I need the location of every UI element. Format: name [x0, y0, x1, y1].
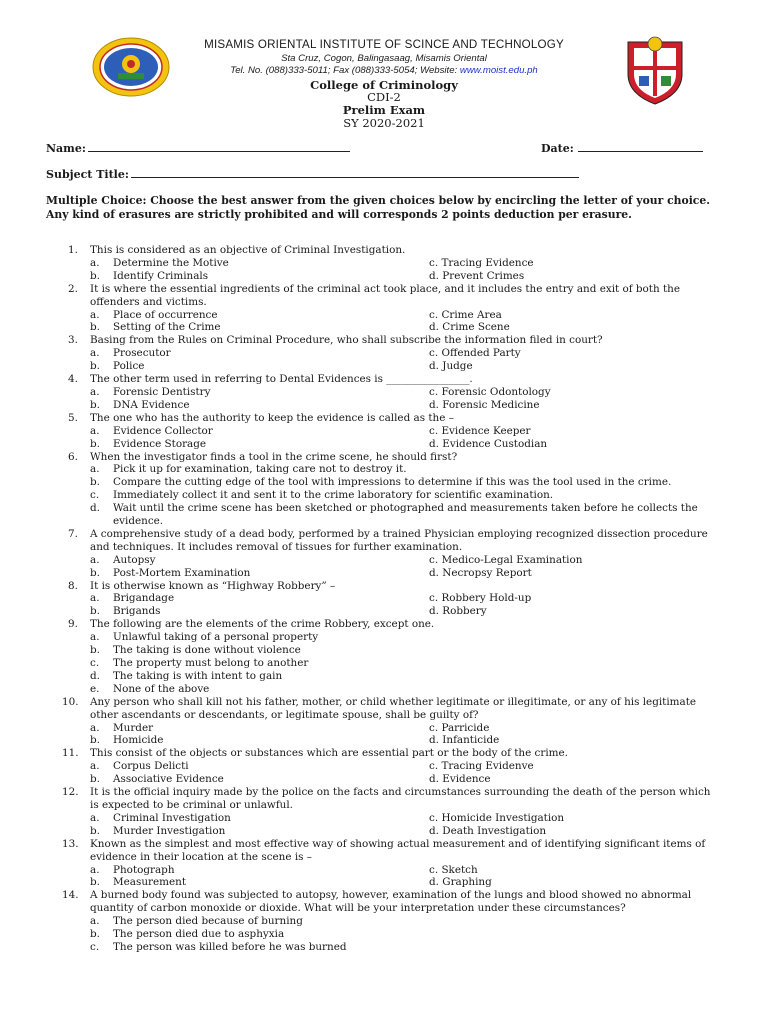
question-number: 13.	[62, 837, 79, 850]
answer-choice[interactable]	[90, 386, 429, 399]
choice-text: The taking is with intent to gain	[113, 669, 283, 682]
choice-letter: d.	[429, 437, 439, 450]
answer-choice[interactable]	[429, 864, 478, 877]
question-number: 10.	[62, 695, 79, 708]
choice-text: Death Investigation	[442, 824, 547, 837]
answer-choice[interactable]	[429, 592, 531, 605]
question-number: 3.	[68, 334, 78, 347]
date-blank[interactable]	[578, 151, 703, 152]
name-label: Name:	[46, 142, 86, 155]
choice-letter: d.	[90, 669, 100, 682]
answer-choice[interactable]	[90, 463, 722, 476]
answer-choice[interactable]	[429, 347, 521, 360]
choice-text: Medico-Legal Examination	[441, 553, 583, 566]
choice-text: Sketch	[441, 863, 478, 876]
answer-choice[interactable]	[90, 734, 429, 747]
question-number: 8.	[68, 579, 78, 592]
answer-choices	[90, 347, 722, 373]
answer-choice[interactable]	[90, 605, 429, 618]
question-item	[46, 528, 722, 580]
answer-choice[interactable]	[429, 270, 524, 283]
choice-letter: a.	[90, 463, 100, 476]
question-text: Known as the simplest and most effective way of showing actual measurement and of identifying significant items of evidence in their location at the scene is –	[90, 837, 706, 863]
choice-letter: d.	[429, 876, 439, 889]
choice-row	[90, 734, 722, 747]
choice-letter: c.	[429, 760, 439, 773]
answer-choices	[90, 722, 722, 748]
choice-row	[90, 321, 722, 334]
choice-text: Brigands	[113, 605, 161, 618]
question-text: A burned body found was subjected to autopsy, however, examination of the lungs and blood showed no abnormal quantity of carbon monoxide or dioxide. What will be your interpretation under these circumstances?	[90, 889, 692, 915]
choice-text: Corpus Delicti	[113, 760, 189, 773]
answer-choice[interactable]	[90, 592, 429, 605]
choice-text: Forensic Odontology	[441, 385, 551, 398]
choice-letter: b.	[90, 928, 100, 941]
choice-letter: b.	[90, 321, 100, 334]
subject-title-label: Subject Title:	[46, 168, 129, 181]
choice-row	[90, 360, 722, 373]
choice-letter: d.	[429, 734, 439, 747]
question-text: The one who has the authority to keep the evidence is called as the –	[90, 411, 454, 424]
answer-choices	[90, 631, 722, 696]
choice-letter: a.	[90, 553, 100, 566]
choice-text: The property must belong to another	[113, 657, 309, 669]
choice-letter: a.	[90, 863, 100, 876]
choice-text: Robbery Hold-up	[441, 592, 532, 605]
question-item	[46, 580, 722, 619]
choice-text: Wait until the crime scene has been sketched or photographed and measurements taken before he collects the evidence.	[113, 502, 698, 528]
choice-text: Prevent Crimes	[442, 269, 525, 282]
choice-text: Associative Evidence	[113, 773, 224, 786]
answer-choice[interactable]	[90, 567, 429, 580]
choice-letter: b.	[90, 773, 100, 786]
choice-row	[90, 864, 722, 877]
choice-letter: c.	[429, 347, 439, 360]
choice-letter: b.	[90, 269, 100, 282]
choice-text: Criminal Investigation	[113, 811, 231, 824]
choice-text: The person was killed before he was burned	[113, 940, 347, 953]
choice-letter: c.	[90, 657, 100, 669]
answer-choice[interactable]	[429, 773, 491, 786]
choice-text: Pick it up for examination, taking care not to destroy it.	[113, 463, 407, 476]
question-number: 11.	[62, 747, 79, 760]
choice-text: None of the above	[113, 682, 210, 695]
answer-choice[interactable]	[90, 864, 429, 877]
question-item	[46, 838, 722, 890]
subject-title-blank[interactable]	[131, 177, 579, 178]
question-number: 2.	[68, 282, 78, 295]
choice-letter: d.	[429, 605, 439, 618]
answer-choice[interactable]	[90, 941, 722, 954]
answer-choice[interactable]	[429, 554, 582, 567]
question-item	[46, 696, 722, 748]
answer-choice[interactable]	[90, 399, 429, 412]
question-item	[46, 244, 722, 283]
choice-text: Place of occurrence	[113, 308, 218, 321]
choice-letter: a.	[90, 915, 100, 928]
answer-choices	[90, 425, 722, 451]
answer-choice[interactable]	[90, 476, 722, 489]
question-text: The other term used in referring to Dental Evidences is ________________.	[90, 373, 473, 386]
question-item	[46, 451, 722, 528]
answer-choice[interactable]	[429, 734, 499, 747]
choice-row	[90, 773, 722, 786]
choice-text: Forensic Medicine	[442, 398, 540, 411]
choice-row	[90, 270, 722, 283]
choice-row	[90, 399, 722, 412]
choice-letter: a.	[90, 811, 100, 824]
choice-text: Judge	[442, 360, 473, 373]
choice-letter: e.	[90, 682, 100, 695]
choice-row	[90, 554, 722, 567]
answer-choice[interactable]	[90, 915, 722, 928]
choice-letter: c.	[429, 256, 439, 269]
choice-letter: c.	[429, 553, 439, 566]
question-number: 14.	[62, 889, 79, 902]
question-text: When the investigator finds a tool in the crime scene, he should first?	[90, 450, 458, 463]
choice-row	[90, 567, 722, 580]
choice-row	[90, 812, 722, 825]
answer-choice[interactable]	[429, 309, 502, 322]
answer-choice[interactable]	[90, 270, 429, 283]
choice-text: Forensic Dentistry	[113, 385, 211, 398]
choice-text: Police	[113, 360, 145, 373]
choice-letter: a.	[90, 721, 100, 734]
choice-letter: b.	[90, 824, 100, 837]
answer-choices	[90, 760, 722, 786]
choice-row	[90, 876, 722, 889]
answer-choice[interactable]	[90, 657, 722, 670]
choice-letter: b.	[90, 876, 100, 889]
choice-text: Homicide	[113, 734, 164, 747]
choice-text: Evidence Collector	[113, 424, 213, 437]
choice-letter: b.	[90, 360, 100, 373]
question-item	[46, 412, 722, 451]
answer-choice[interactable]	[90, 321, 429, 334]
choice-letter: b.	[90, 605, 100, 618]
choice-letter: d.	[429, 566, 439, 579]
choice-letter: c.	[429, 811, 439, 824]
answer-choice[interactable]	[429, 321, 510, 334]
choice-text: Murder Investigation	[113, 824, 226, 837]
choice-row	[90, 347, 722, 360]
date-label: Date:	[541, 142, 574, 155]
answer-choice[interactable]	[429, 760, 534, 773]
choice-letter: d.	[429, 773, 439, 786]
choice-letter: c.	[429, 308, 439, 321]
choice-text: Prosecutor	[113, 347, 171, 360]
choice-row	[90, 592, 722, 605]
choice-text: Determine the Motive	[113, 256, 229, 269]
answer-choice[interactable]	[429, 812, 564, 825]
answer-choice[interactable]	[90, 554, 429, 567]
website-link[interactable]: www.moist.edu.ph	[459, 65, 538, 76]
college-shield-logo	[626, 36, 684, 106]
choice-letter: c.	[90, 489, 100, 502]
question-number: 7.	[68, 527, 78, 540]
choice-letter: c.	[429, 424, 439, 437]
instructions: Multiple Choice: Choose the best answer from the given choices below by encircling the letter of your choice. Any kind of erasures are strictly prohibited and will corresponds 2 points deduction per erasure.	[46, 194, 711, 221]
choice-text: Homicide Investigation	[441, 811, 565, 824]
answer-choice[interactable]	[429, 567, 532, 580]
question-item	[46, 618, 722, 695]
question-text: It is otherwise known as “Highway Robbery” –	[90, 579, 336, 592]
course-code: CDI-2	[367, 90, 401, 104]
answer-choices	[90, 592, 722, 618]
answer-choice[interactable]	[90, 425, 429, 438]
question-item	[46, 373, 722, 412]
answer-choice[interactable]	[90, 773, 429, 786]
answer-choice[interactable]	[429, 876, 492, 889]
choice-letter: d.	[429, 321, 439, 334]
answer-choice[interactable]	[90, 631, 722, 644]
choice-row	[90, 309, 722, 322]
question-number: 4.	[68, 373, 78, 386]
answer-choice[interactable]	[90, 360, 429, 373]
answer-choice[interactable]	[90, 683, 722, 696]
name-blank[interactable]	[88, 151, 350, 152]
choice-text: Tracing Evidence	[441, 256, 534, 269]
choice-row	[90, 605, 722, 618]
choice-text: The taking is done without violence	[113, 644, 301, 657]
answer-choice[interactable]	[90, 722, 429, 735]
question-text: The following are the elements of the crime Robbery, except one.	[90, 618, 435, 631]
answer-choices	[90, 554, 722, 580]
choice-letter: b.	[90, 437, 100, 450]
choice-text: Unlawful taking of a personal property	[113, 631, 319, 644]
choice-row	[90, 438, 722, 451]
question-text: A comprehensive study of a dead body, performed by a trained Physician employing recognized dissection procedure and techniques. It includes removal of tissues for further examination.	[90, 527, 708, 553]
answer-choice[interactable]	[90, 309, 429, 322]
choice-text: The person died due to asphyxia	[113, 928, 285, 941]
choice-letter: a.	[90, 347, 100, 360]
choice-letter: b.	[90, 734, 100, 747]
institution-name: MISAMIS ORIENTAL INSTITUTE OF SCINCE AND TECHNOLOGY	[204, 38, 564, 51]
answer-choice[interactable]	[429, 425, 531, 438]
answer-choice[interactable]	[429, 399, 540, 412]
answer-choice[interactable]	[429, 257, 534, 270]
question-number: 12.	[62, 786, 79, 799]
question-number: 5.	[68, 411, 78, 424]
choice-text: Brigandage	[113, 592, 175, 605]
choice-letter: d.	[429, 824, 439, 837]
choice-letter: b.	[90, 476, 100, 489]
choice-letter: b.	[90, 566, 100, 579]
choice-text: Graphing	[442, 876, 492, 889]
choice-text: Autopsy	[113, 553, 156, 566]
choice-text: Identify Criminals	[113, 269, 209, 282]
choice-text: Evidence Keeper	[441, 424, 531, 437]
choice-text: Setting of the Crime	[113, 321, 221, 334]
answer-choice[interactable]	[90, 347, 429, 360]
question-text: This consist of the objects or substances which are essential part or the body of the crime.	[90, 747, 568, 760]
choice-text: DNA Evidence	[113, 398, 190, 411]
answer-choices	[90, 915, 722, 954]
question-item	[46, 786, 722, 838]
question-number: 6.	[68, 450, 78, 463]
choice-text: Crime Area	[441, 308, 502, 321]
choice-text: The person died because of burning	[113, 915, 303, 928]
choice-text: Necropsy Report	[442, 566, 532, 579]
choice-letter: c.	[90, 940, 100, 953]
choice-text: Immediately collect it and sent it to the crime laboratory for scientific examination.	[113, 489, 554, 502]
choice-row	[90, 825, 722, 838]
question-text: It is the official inquiry made by the police on the facts and circumstances surrounding the death of the person which is expected to be criminal or unlawful.	[90, 786, 711, 811]
choice-letter: a.	[90, 760, 100, 773]
choice-text: Robbery	[442, 605, 487, 618]
question-item	[46, 334, 722, 373]
answer-choice[interactable]	[90, 438, 429, 451]
answer-choices	[90, 463, 722, 528]
choice-text: Tracing Evidenve	[441, 760, 534, 773]
choice-letter: c.	[429, 863, 439, 876]
answer-choices	[90, 257, 722, 283]
answer-choices	[90, 812, 722, 838]
institution-address: Sta Cruz, Cogon, Balingasaag, Misamis Oriental	[281, 53, 487, 64]
question-text: Basing from the Rules on Criminal Procedure, who shall subscribe the information filed in court?	[90, 334, 603, 347]
answer-choice[interactable]	[90, 644, 722, 657]
question-item	[46, 283, 722, 335]
school-year: SY 2020-2021	[343, 116, 425, 130]
choice-letter: d.	[90, 502, 100, 515]
choice-text: Evidence	[442, 773, 491, 786]
question-item	[46, 747, 722, 786]
choice-text: Compare the cutting edge of the tool with impressions to determine if this was the tool used in the crime.	[113, 476, 672, 489]
choice-row	[90, 722, 722, 735]
choice-text: Offended Party	[441, 347, 521, 360]
answer-choices	[90, 309, 722, 335]
choice-letter: d.	[429, 398, 439, 411]
question-text: It is where the essential ingredients of the criminal act took place, and it includes the entry and exit of both the offenders and victims.	[90, 282, 680, 308]
contact-numbers: Tel. No. (088)333-5011; Fax (088)333-5054; Website:	[230, 65, 460, 76]
answer-choice[interactable]	[429, 438, 547, 451]
answer-choice[interactable]	[90, 825, 429, 838]
choice-letter: a.	[90, 256, 100, 269]
answer-choices	[90, 864, 722, 890]
choice-letter: d.	[429, 360, 439, 373]
answer-choices	[90, 386, 722, 412]
answer-choice[interactable]	[90, 812, 429, 825]
answer-choice[interactable]	[90, 502, 722, 528]
exam-title: Prelim Exam	[342, 103, 426, 117]
choice-letter: c.	[429, 721, 439, 734]
answer-choice[interactable]	[90, 928, 722, 941]
college-name: College of Criminology	[310, 78, 458, 92]
answer-choice[interactable]	[429, 360, 473, 373]
choice-text: Infanticide	[442, 734, 500, 747]
choice-text: Measurement	[113, 876, 186, 889]
answer-choice[interactable]	[90, 876, 429, 889]
choice-text: Post-Mortem Examination	[113, 566, 251, 579]
choice-text: Parricide	[441, 721, 490, 734]
choice-row	[90, 257, 722, 270]
choice-row	[90, 425, 722, 438]
choice-letter: d.	[429, 269, 439, 282]
choice-text: Evidence Custodian	[442, 437, 548, 450]
answer-choice[interactable]	[429, 386, 551, 399]
choice-text: Evidence Storage	[113, 437, 207, 450]
choice-letter: b.	[90, 644, 100, 657]
choice-letter: a.	[90, 308, 100, 321]
answer-choice[interactable]	[429, 825, 546, 838]
exam-header	[0, 0, 768, 130]
answer-choice[interactable]	[90, 489, 722, 502]
choice-letter: a.	[90, 631, 100, 644]
choice-letter: c.	[429, 592, 439, 605]
question-number: 9.	[68, 618, 78, 631]
choice-text: Murder	[113, 721, 154, 734]
choice-text: Crime Scene	[442, 321, 510, 334]
question-text: This is considered as an objective of Criminal Investigation.	[90, 244, 406, 256]
choice-row	[90, 760, 722, 773]
answer-choice[interactable]	[90, 670, 722, 683]
question-list	[46, 244, 722, 954]
choice-letter: a.	[90, 424, 100, 437]
choice-text: Photograph	[113, 863, 175, 876]
choice-letter: a.	[90, 385, 100, 398]
answer-choice[interactable]	[429, 605, 487, 618]
choice-row	[90, 386, 722, 399]
answer-choice[interactable]	[90, 257, 429, 270]
answer-choice[interactable]	[90, 760, 429, 773]
question-number: 1.	[68, 244, 78, 256]
choice-letter: b.	[90, 398, 100, 411]
choice-letter: c.	[429, 385, 439, 398]
question-item	[46, 889, 722, 954]
question-text: Any person who shall kill not his father, mother, or child whether legitimate or illegitimate, or any of his legitimate other ascendants or descendants, or legitimate spouse, shall be guilty of?	[90, 695, 697, 721]
choice-letter: a.	[90, 592, 100, 605]
answer-choice[interactable]	[429, 722, 489, 735]
